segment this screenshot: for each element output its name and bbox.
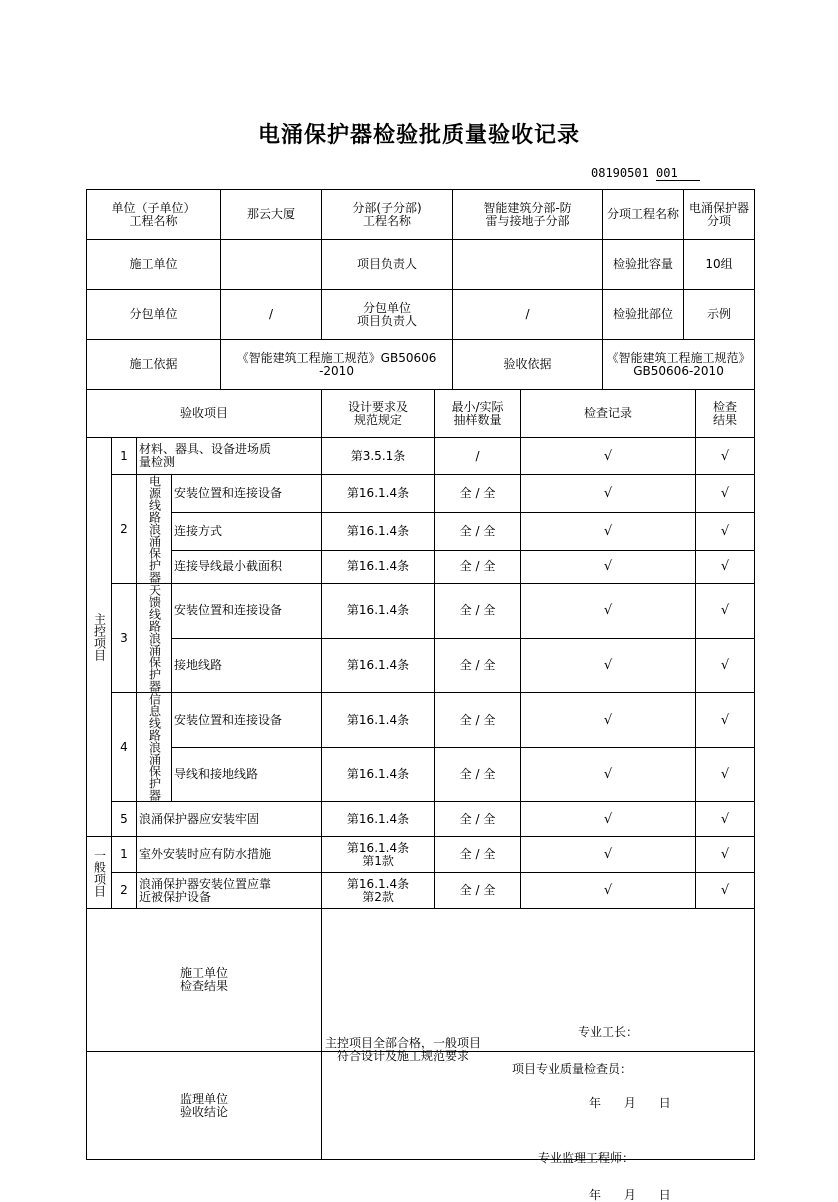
subitem-name-value: 电涌保护器分项 bbox=[684, 190, 755, 240]
row-number: 5 bbox=[112, 802, 137, 837]
design-requirement: 第16.1.4条 bbox=[322, 475, 435, 513]
supervision-label: 监理单位 验收结论 bbox=[87, 1052, 322, 1160]
supervision-engineer-label: 专业监理工程师： bbox=[538, 1150, 635, 1165]
record-code bbox=[591, 166, 700, 181]
division-name-value: 智能建筑分部-防 雷与接地子分部 bbox=[453, 190, 603, 240]
group-label: 电源线路浪涌保护器 bbox=[137, 475, 172, 584]
sample-count: 全 / 全 bbox=[435, 802, 521, 837]
project-leader-label: 项目负责人 bbox=[322, 240, 453, 290]
construction-check-area bbox=[322, 909, 755, 1110]
sample-count: 全 / 全 bbox=[435, 638, 521, 693]
check-record: √ bbox=[521, 584, 696, 639]
item-description: 连接方式 bbox=[172, 512, 322, 550]
design-requirement: 第16.1.4条 bbox=[322, 584, 435, 639]
check-result: √ bbox=[696, 550, 755, 583]
subcontract-unit-value: / bbox=[221, 290, 322, 340]
check-record: √ bbox=[521, 748, 696, 802]
design-requirement: 第16.1.4条 bbox=[322, 550, 435, 583]
construction-unit-label: 施工单位 bbox=[87, 240, 221, 290]
check-record: √ bbox=[521, 638, 696, 693]
construction-conclusion: 主控项目全部合格，一般项目 符合设计及施工规范要求 bbox=[325, 1036, 482, 1063]
construction-basis-label: 施工依据 bbox=[87, 340, 221, 390]
item-description: 浪涌保护器安装位置应靠 近被保护设备 bbox=[137, 873, 322, 909]
sample-count: 全 / 全 bbox=[435, 475, 521, 513]
project-leader-value bbox=[453, 240, 603, 290]
check-result: √ bbox=[696, 438, 755, 475]
item-description: 材料、器具、设备进场质 量检测 bbox=[137, 438, 322, 475]
col-header-sample: 最小/实际 抽样数量 bbox=[435, 390, 521, 438]
batch-capacity-value: 10组 bbox=[684, 240, 755, 290]
general-label: 一般项目 bbox=[87, 837, 112, 909]
group-label: 天馈线路浪涌保护器 bbox=[137, 584, 172, 693]
check-result: √ bbox=[696, 748, 755, 802]
check-record: √ bbox=[521, 550, 696, 583]
check-record: √ bbox=[521, 873, 696, 909]
check-result: √ bbox=[696, 512, 755, 550]
design-requirement: 第16.1.4条 bbox=[322, 802, 435, 837]
check-result: √ bbox=[696, 638, 755, 693]
item-description: 接地线路 bbox=[172, 638, 322, 693]
col-header-design: 设计要求及 规范规定 bbox=[322, 390, 435, 438]
code-suffix: 001 bbox=[656, 166, 700, 181]
foreman-label: 专业工长： bbox=[578, 1025, 639, 1039]
design-requirement: 第16.1.4条 bbox=[322, 512, 435, 550]
sample-count: 全 / 全 bbox=[435, 550, 521, 583]
design-requirement: 第16.1.4条 bbox=[322, 693, 435, 748]
check-record: √ bbox=[521, 512, 696, 550]
row-number: 1 bbox=[112, 837, 137, 873]
check-record: √ bbox=[521, 802, 696, 837]
batch-location-value: 示例 bbox=[684, 290, 755, 340]
sample-count: 全 / 全 bbox=[435, 837, 521, 873]
check-result: √ bbox=[696, 475, 755, 513]
subitem-name-label: 分项工程名称 bbox=[603, 190, 684, 240]
unit-name-value: 那云大厦 bbox=[221, 190, 322, 240]
batch-capacity-label: 检验批容量 bbox=[603, 240, 684, 290]
acceptance-basis-label: 验收依据 bbox=[453, 340, 603, 390]
design-requirement: 第3.5.1条 bbox=[322, 438, 435, 475]
sample-count: 全 / 全 bbox=[435, 693, 521, 748]
item-description: 浪涌保护器应安装牢固 bbox=[137, 802, 322, 837]
row-number: 3 bbox=[112, 584, 137, 693]
check-record: √ bbox=[521, 475, 696, 513]
item-description: 连接导线最小截面积 bbox=[172, 550, 322, 583]
col-header-item: 验收项目 bbox=[87, 390, 322, 438]
check-result: √ bbox=[696, 837, 755, 873]
check-record: √ bbox=[521, 693, 696, 748]
design-requirement: 第16.1.4条 第2款 bbox=[322, 873, 435, 909]
subcontract-leader-value: / bbox=[453, 290, 603, 340]
page-title: 电涌保护器检验批质量验收记录 bbox=[257, 122, 580, 148]
row-number: 4 bbox=[112, 693, 137, 802]
check-result: √ bbox=[696, 873, 755, 909]
col-header-record: 检查记录 bbox=[521, 390, 696, 438]
supervision-date: 年 月 日 bbox=[589, 1187, 671, 1202]
group-label: 信息线路浪涌保护器 bbox=[137, 693, 172, 802]
item-description: 室外安装时应有防水措施 bbox=[137, 837, 322, 873]
construction-basis-value: 《智能建筑工程施工规范》GB50606 -2010 bbox=[221, 340, 453, 390]
design-requirement: 第16.1.4条 第1款 bbox=[322, 837, 435, 873]
col-header-result: 检查 结果 bbox=[696, 390, 755, 438]
quality-inspector-label: 项目专业质量检查员： bbox=[512, 1062, 633, 1076]
row-number: 2 bbox=[112, 873, 137, 909]
subcontract-unit-label: 分包单位 bbox=[87, 290, 221, 340]
check-result: √ bbox=[696, 802, 755, 837]
subcontract-leader-label: 分包单位 项目负责人 bbox=[322, 290, 453, 340]
check-result: √ bbox=[696, 693, 755, 748]
row-number: 1 bbox=[112, 438, 137, 475]
item-description: 安装位置和连接设备 bbox=[172, 584, 322, 639]
batch-location-label: 检验批部位 bbox=[603, 290, 684, 340]
acceptance-table bbox=[86, 189, 755, 1202]
main-control-label: 主控项目 bbox=[87, 438, 112, 837]
check-record: √ bbox=[521, 438, 696, 475]
sample-count: 全 / 全 bbox=[435, 584, 521, 639]
unit-name-label: 单位（子单位） 工程名称 bbox=[87, 190, 221, 240]
check-record: √ bbox=[521, 837, 696, 873]
code-prefix: 08190501 bbox=[591, 166, 649, 180]
construction-date: 年 月 日 bbox=[589, 1096, 671, 1110]
item-description: 导线和接地线路 bbox=[172, 748, 322, 802]
acceptance-basis-value: 《智能建筑工程施工规范》 GB50606-2010 bbox=[603, 340, 755, 390]
sample-count: / bbox=[435, 438, 521, 475]
item-description: 安装位置和连接设备 bbox=[172, 475, 322, 513]
sample-count: 全 / 全 bbox=[435, 512, 521, 550]
division-name-label: 分部(子分部) 工程名称 bbox=[322, 190, 453, 240]
construction-check-label: 施工单位 检查结果 bbox=[87, 909, 322, 1052]
construction-unit-value bbox=[221, 240, 322, 290]
sample-count: 全 / 全 bbox=[435, 873, 521, 909]
item-description: 安装位置和连接设备 bbox=[172, 693, 322, 748]
design-requirement: 第16.1.4条 bbox=[322, 638, 435, 693]
sample-count: 全 / 全 bbox=[435, 748, 521, 802]
check-result: √ bbox=[696, 584, 755, 639]
design-requirement: 第16.1.4条 bbox=[322, 748, 435, 802]
row-number: 2 bbox=[112, 475, 137, 584]
